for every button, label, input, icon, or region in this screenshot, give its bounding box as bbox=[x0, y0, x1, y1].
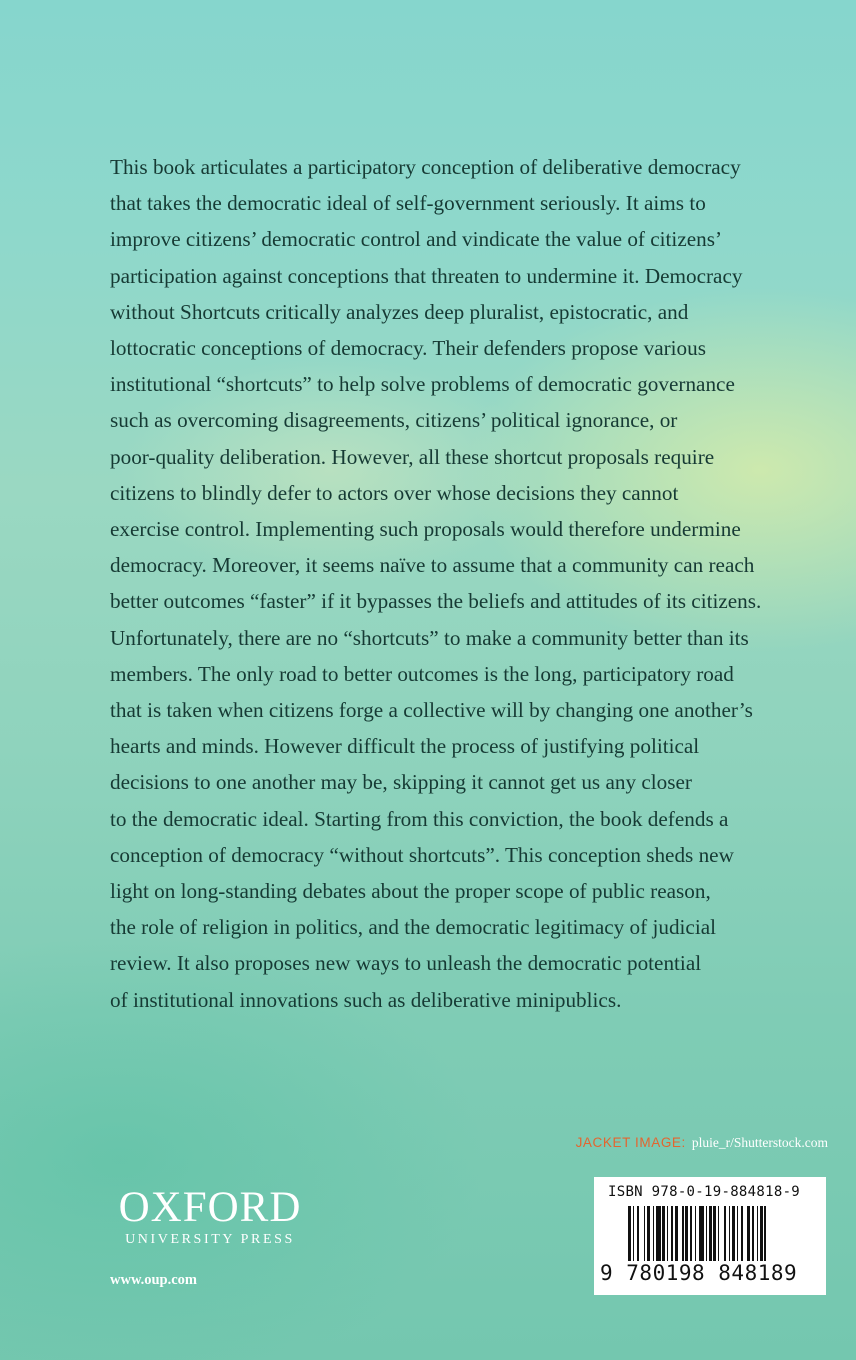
barcode-box bbox=[594, 1177, 826, 1295]
barcode-bar bbox=[667, 1206, 669, 1262]
barcode-bar bbox=[671, 1206, 673, 1262]
blurb-line: lottocratic conceptions of democracy. Their defenders propose various bbox=[110, 336, 706, 361]
blurb-line: Unfortunately, there are no “shortcuts” to make a community better than its bbox=[110, 625, 749, 650]
barcode-bar bbox=[706, 1206, 708, 1262]
barcode-bar bbox=[737, 1206, 739, 1262]
barcode-bar bbox=[656, 1206, 661, 1262]
blurb-line: to the democratic ideal. Starting from this conviction, the book defends a bbox=[110, 806, 729, 831]
blurb-line: This book articulates a participatory conception of deliberative democracy bbox=[110, 155, 741, 179]
barcode-bar bbox=[685, 1206, 688, 1262]
publisher-name: OXFORD bbox=[118, 1184, 302, 1231]
barcode-bar bbox=[675, 1206, 678, 1262]
blurb-line: of institutional innovations such as deliberative minipublics. bbox=[110, 987, 622, 1012]
credit-label: JACKET IMAGE: bbox=[575, 1135, 686, 1150]
blurb-line: the role of religion in politics, and the democratic legitimacy of judicial bbox=[110, 915, 717, 940]
publisher-subline: UNIVERSITY PRESS bbox=[125, 1232, 295, 1247]
blurb-line: exercise control. Implementing such proposals would therefore undermine bbox=[110, 517, 741, 542]
barcode-bar bbox=[637, 1206, 639, 1262]
publisher-logo bbox=[110, 1186, 310, 1248]
barcode-bar bbox=[752, 1206, 754, 1262]
blurb-line: light on long-standing debates about the proper scope of public reason, bbox=[110, 879, 711, 904]
blurb-line: that is taken when citizens forge a collective will by changing one another’s bbox=[110, 698, 753, 723]
blurb-line: poor-quality deliberation. However, all these shortcut proposals require bbox=[110, 444, 715, 469]
credit-value: pluie_r/Shutterstock.com bbox=[691, 1135, 828, 1150]
barcode-bar bbox=[695, 1206, 697, 1262]
blurb-line: members. The only road to better outcomes is the long, participatory road bbox=[110, 661, 734, 686]
blurb-line: improve citizens’ democratic control and vindicate the value of citizens’ bbox=[110, 227, 723, 252]
barcode-bar bbox=[653, 1206, 655, 1262]
barcode-bar bbox=[690, 1206, 692, 1262]
blurb-line: review. It also proposes new ways to unleash the democratic potential bbox=[110, 951, 702, 976]
barcode-bar bbox=[718, 1206, 720, 1262]
barcode-bar bbox=[709, 1206, 712, 1262]
barcode-bar bbox=[729, 1206, 731, 1262]
blurb-line: citizens to blindly defer to actors over whose decisions they cannot bbox=[110, 480, 679, 505]
jacket-image-credit bbox=[576, 1135, 828, 1151]
barcode-bar bbox=[644, 1206, 646, 1262]
blurb-line: participation against conceptions that threaten to undermine it. Democracy bbox=[110, 263, 743, 288]
blurb-line: hearts and minds. However difficult the process of justifying political bbox=[110, 734, 700, 759]
barcode-bar bbox=[647, 1206, 650, 1262]
barcode-bar bbox=[724, 1206, 726, 1262]
blurb-line: decisions to one another may be, skipping it cannot get us any closer bbox=[110, 770, 692, 795]
blurb-line: better outcomes “faster” if it bypasses the beliefs and attitudes of its citizens. bbox=[110, 589, 762, 614]
barcode-bar bbox=[662, 1206, 665, 1262]
blurb-line: institutional “shortcuts” to help solve problems of democratic governance bbox=[110, 372, 735, 397]
isbn-text: ISBN 978-0-19-884818-9 bbox=[608, 1184, 801, 1200]
barcode-bar bbox=[747, 1206, 750, 1262]
blurb-line: that takes the democratic ideal of self-government seriously. It aims to bbox=[110, 191, 706, 216]
barcode-bar bbox=[760, 1206, 763, 1262]
barcode-bar bbox=[741, 1206, 743, 1262]
barcode-bar bbox=[757, 1206, 759, 1262]
barcode-bar bbox=[713, 1206, 716, 1262]
publisher-url[interactable]: www.oup.com bbox=[110, 1272, 198, 1288]
barcode-bar bbox=[732, 1206, 735, 1262]
blurb-line: without Shortcuts critically analyzes deep pluralist, epistocratic, and bbox=[110, 299, 689, 324]
ean-number: 9 780198 848189 bbox=[600, 1261, 798, 1285]
blurb-line: conception of democracy “without shortcuts”. This conception sheds new bbox=[110, 842, 734, 867]
blurb-line: democracy. Moreover, it seems naïve to assume that a community can reach bbox=[110, 553, 755, 578]
barcode-bar bbox=[682, 1206, 684, 1262]
blurb-line: such as overcoming disagreements, citizens’ political ignorance, or bbox=[110, 408, 678, 433]
blurb-text bbox=[110, 149, 830, 1018]
